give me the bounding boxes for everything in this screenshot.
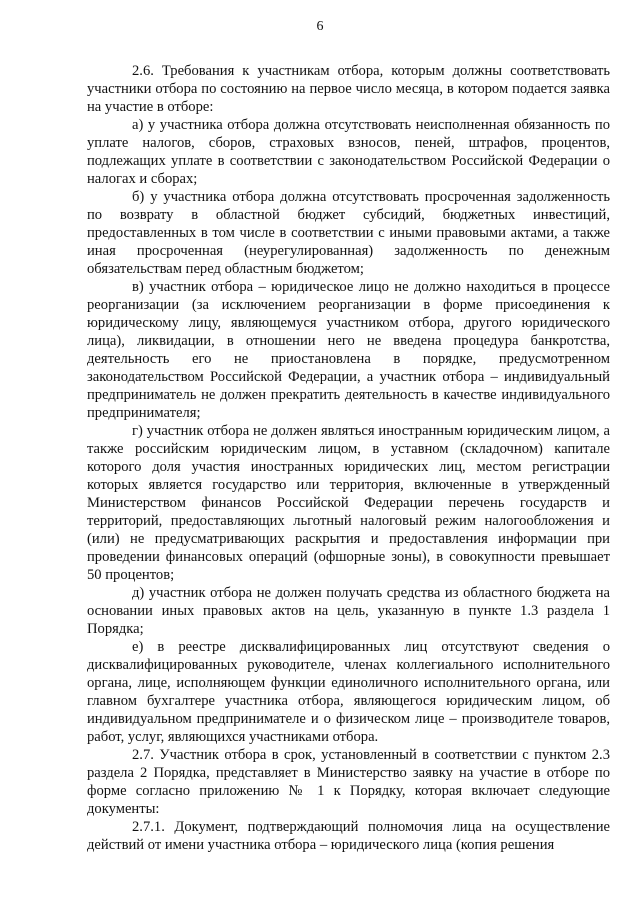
paragraph-2-6-v: в) участник отбора – юридическое лицо не должно находиться в процессе реорганизации (за исключением реорганизации в форме присоединения к юридическому лицу, являющемуся участником отбора, другого юридического лица), ликвидации, в отношении него не введена процедура банкротства, деятельность его не приостановлена в порядке, предусмотренном законодательством Российской Федерации, а участник отбора – индивидуальный предприниматель не должен прекратить деятельность в качестве индивидуального предпринимателя; [87,279,610,421]
paragraph-2-6-d: д) участник отбора не должен получать средства из областного бюджета на основании иных правовых актов на цель, указанную в пункте 1.3 раздела 1 Порядка; [87,585,610,637]
document-body [87,62,610,854]
paragraph-2-6: 2.6. Требования к участникам отбора, которым должны соответствовать участники отбора по состоянию на первое число месяца, в котором подается заявка на участие в отборе: [87,63,610,115]
paragraph-2-6-b: б) у участника отбора должна отсутствовать просроченная задолженность по возврату в областной бюджет субсидий, бюджетных инвестиций, предоставленных в том числе в соответствии с иными правовыми актами, а также иная просроченная (неурегулированная) задолженность по денежным обязательствам перед областным бюджетом; [87,189,610,277]
page-number: 6 [316,19,324,34]
paragraph-2-6-e: е) в реестре дисквалифицированных лиц отсутствуют сведения о дисквалифицированных руководителе, членах коллегиального исполнительного органа, лице, исполняющем функции единоличного исполнительного органа, или главном бухгалтере участника отбора, являющегося юридическим лицом, об индивидуальном предпринимателе и о физическом лице – производителе товаров, работ, услуг, являющихся участниками отбора. [87,639,610,745]
paragraph-2-6-g: г) участник отбора не должен являться иностранным юридическим лицом, а также российским юридическим лицом, в уставном (складочном) капитале которого доля участия иностранных юридических лиц, местом регистрации которых является государство или территория, включенные в утвержденный Министерством финансов Российской Федерации перечень государств и территорий, предоставляющих льготный налоговый режим налогообложения и (или) не предусматривающих раскрытия и предоставления информации при проведении финансовых операций (офшорные зоны), в совокупности превышает 50 процентов; [87,423,610,583]
paragraph-2-7-1: 2.7.1. Документ, подтверждающий полномочия лица на осуществление действий от имени участника отбора – юридического лица (копия решения [87,819,610,853]
paragraph-2-7: 2.7. Участник отбора в срок, установленный в соответствии с пунктом 2.3 раздела 2 Порядка, представляет в Министерство заявку на участие в отборе по форме согласно приложению № 1 к Порядку, которая включает следующие документы: [87,747,610,817]
paragraph-2-6-a: а) у участника отбора должна отсутствовать неисполненная обязанность по уплате налогов, сборов, страховых взносов, пеней, штрафов, процентов, подлежащих уплате в соответствии с законодательством Российской Федерации о налогах и сборах; [87,117,610,187]
